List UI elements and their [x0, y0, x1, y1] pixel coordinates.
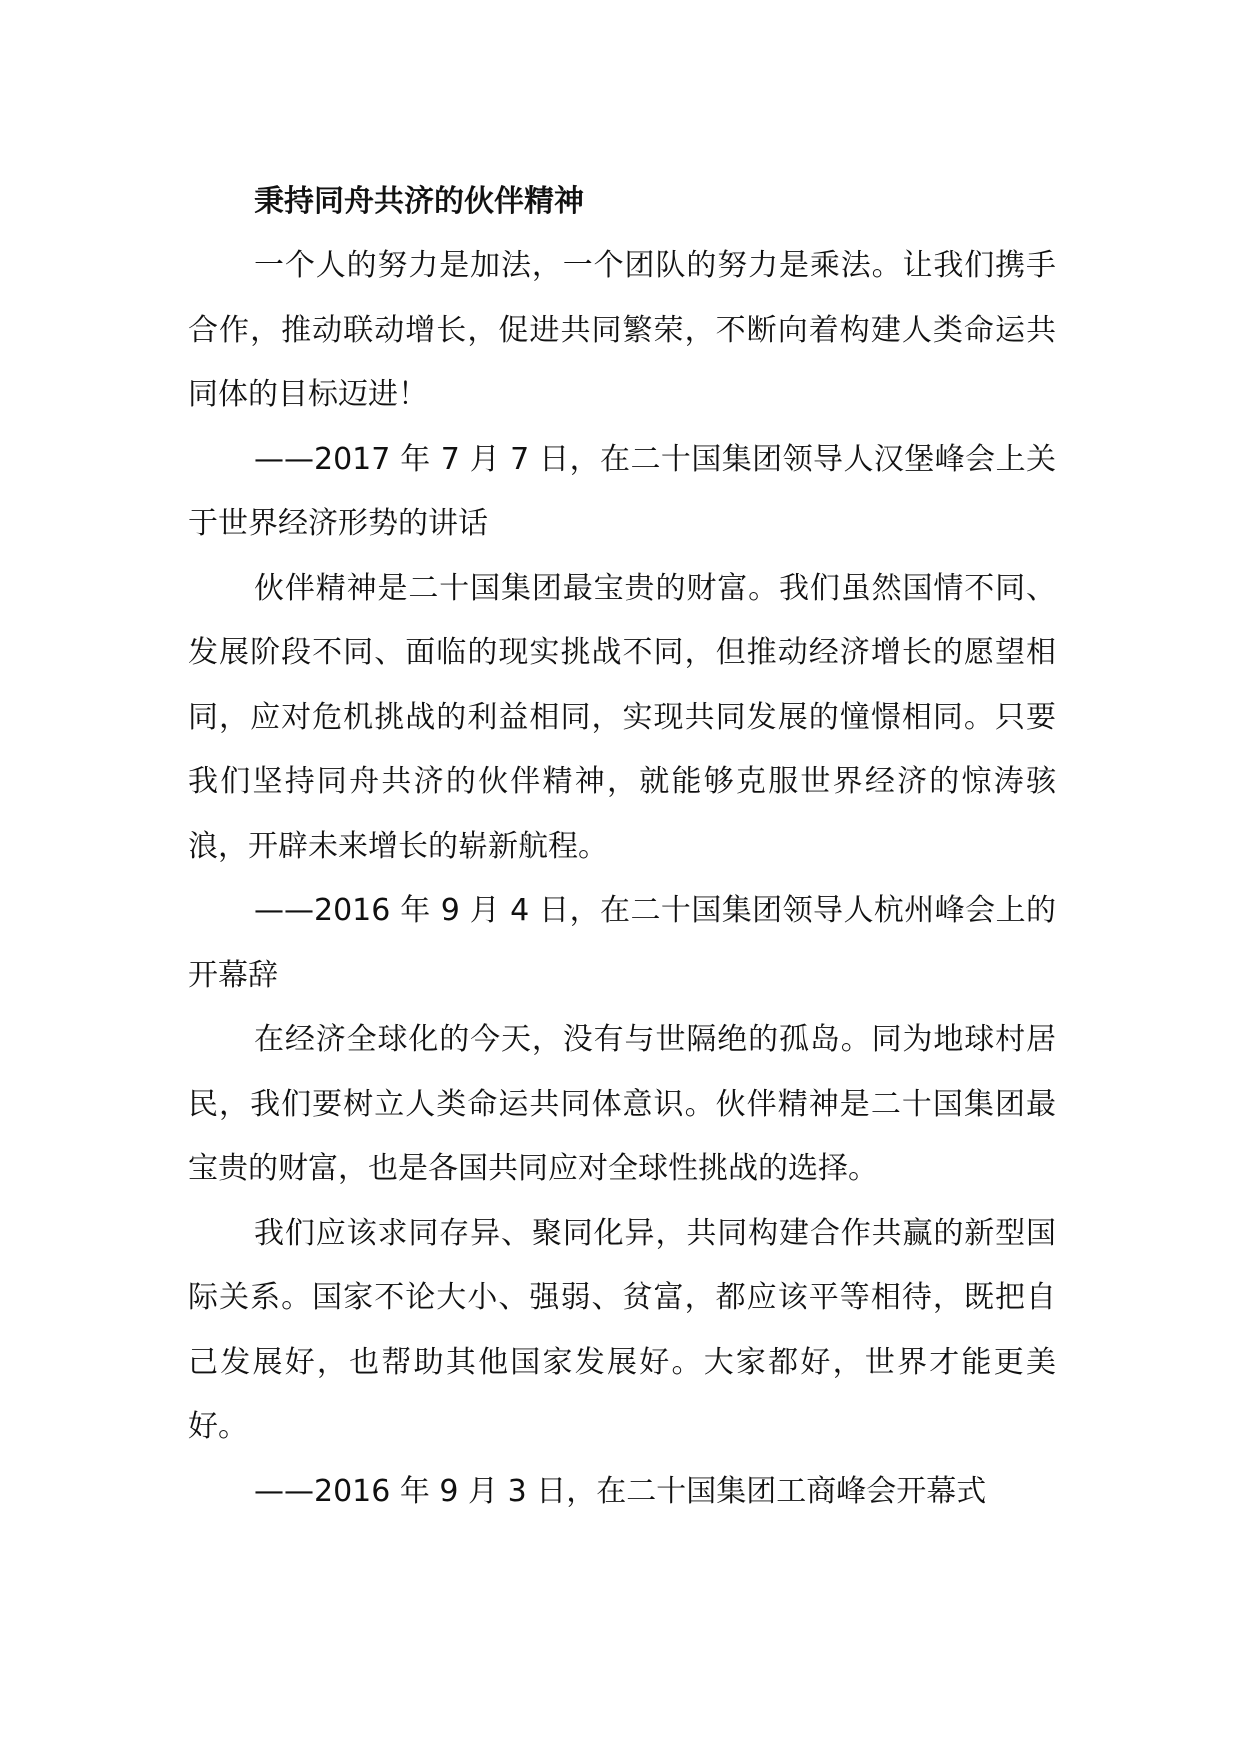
paragraph-quote-1: 一个人的努力是加法，一个团队的努力是乘法。让我们携手合作，推动联动增长，促进共同繁荣，不断向着构建人类命运共同体的目标迈进！	[188, 248, 1056, 412]
paragraph-source-2: ——2016 年 9 月 4 日，在二十国集团领导人杭州峰会上的开幕辞	[188, 893, 1056, 993]
document-body	[188, 170, 1056, 1524]
document-heading: 秉持同舟共济的伙伴精神	[254, 184, 584, 219]
paragraph-source-3: ——2016 年 9 月 3 日，在二十国集团工商峰会开幕式	[254, 1473, 987, 1509]
paragraph-quote-3: 在经济全球化的今天，没有与世隔绝的孤岛。同为地球村居民，我们要树立人类命运共同体意识。伙伴精神是二十国集团最宝贵的财富，也是各国共同应对全球性挑战的选择。	[188, 1022, 1056, 1186]
paragraph-quote-2: 伙伴精神是二十国集团最宝贵的财富。我们虽然国情不同、发展阶段不同、面临的现实挑战不同，但推动经济增长的愿望相同，应对危机挑战的利益相同，实现共同发展的憧憬相同。只要我们坚持同舟共济的伙伴精神，就能够克服世界经济的惊涛骇浪，开辟未来增长的崭新航程。	[188, 570, 1056, 864]
paragraph-quote-4: 我们应该求同存异、聚同化异，共同构建合作共赢的新型国际关系。国家不论大小、强弱、贫富，都应该平等相待，既把自己发展好，也帮助其他国家发展好。大家都好，世界才能更美好。	[188, 1215, 1056, 1444]
paragraph-source-1: ——2017 年 7 月 7 日，在二十国集团领导人汉堡峰会上关于世界经济形势的讲话	[188, 441, 1056, 541]
